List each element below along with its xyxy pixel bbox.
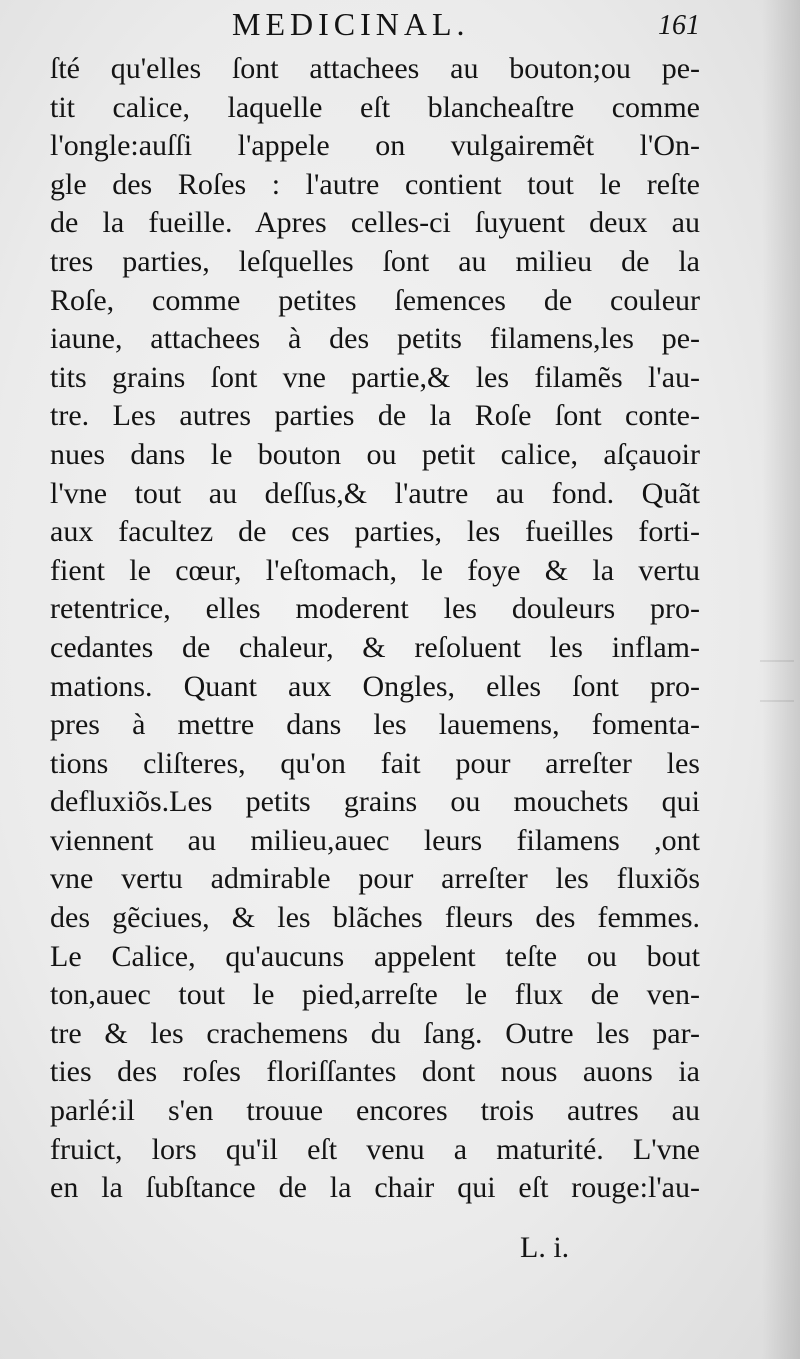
text-line: ſté qu'elles ſont attachees au bouton;ou pe- [50, 52, 700, 85]
catchword: L. i. [520, 1231, 570, 1264]
body-text [50, 50, 700, 1208]
running-head: MEDICINAL. [232, 6, 470, 42]
text-line: iaune, attachees à des petits filamens,les pe- [50, 322, 700, 356]
text-line: Le Calice, qu'aucuns appelent teſte ou bout [50, 939, 700, 973]
text-line: mations. Quant aux Ongles, elles ſont pro- [50, 669, 700, 703]
text-line: tits grains ſont vne partie,& les filamẽs l'au- [50, 360, 700, 394]
text-line: defluxiõs.Les petits grains ou mouchets qui [50, 785, 700, 819]
text-line: tions cliſteres, qu'on fait pour arreſter les [50, 746, 700, 780]
text-line: gle des Roſes : l'autre contient tout le reſte [50, 167, 700, 201]
text-line: l'vne tout au deſſus,& l'autre au fond. Quãt [50, 476, 700, 510]
text-line: tre. Les autres parties de la Roſe ſont conte- [50, 399, 700, 433]
page-header [56, 4, 700, 44]
text-line: viennent au milieu,auec leurs filamens ,ont [50, 823, 700, 857]
text-line: en la ſubſtance de la chair qui eſt rouge:l'au- [50, 1171, 700, 1205]
text-line: aux facultez de ces parties, les fueilles forti- [50, 515, 700, 549]
text-line: fient le cœur, l'eſtomach, le foye & la vertu [50, 553, 700, 587]
text-line: des gẽciues, & les blãches fleurs des femmes. [50, 901, 700, 935]
show-through-mark [760, 700, 794, 702]
text-line: tre & les crachemens du ſang. Outre les par- [50, 1016, 700, 1050]
text-line: cedantes de chaleur, & reſoluent les inflam- [50, 630, 700, 664]
show-through-mark [760, 660, 794, 662]
page-edge-shadow [762, 0, 800, 1359]
text-line: ton,auec tout le pied,arreſte le flux de ven- [50, 978, 700, 1012]
text-line: Roſe, comme petites ſemences de couleur [50, 283, 700, 317]
text-line: nues dans le bouton ou petit calice, aſçauoir [50, 437, 700, 471]
text-line: parlé:il s'en trouue encores trois autres au [50, 1094, 700, 1128]
text-line: de la fueille. Apres celles-ci ſuyuent deux au [50, 206, 700, 240]
text-line: tit calice, laquelle eſt blancheaſtre comme [50, 90, 700, 124]
text-line: vne vertu admirable pour arreſter les fluxiõs [50, 862, 700, 896]
text-line: fruict, lors qu'il eſt venu a maturité. L'vne [50, 1132, 700, 1166]
text-line: ties des roſes floriſſantes dont nous auons ia [50, 1055, 700, 1089]
text-line: tres parties, leſquelles ſont au milieu de la [50, 244, 700, 278]
text-line: retentrice, elles moderent les douleurs pro- [50, 592, 700, 626]
text-line: l'ongle:auſſi l'appele on vulgairemẽt l'On- [50, 129, 700, 163]
page-number: 161 [658, 10, 700, 41]
text-line: pres à mettre dans les lauemens, fomenta- [50, 708, 700, 742]
